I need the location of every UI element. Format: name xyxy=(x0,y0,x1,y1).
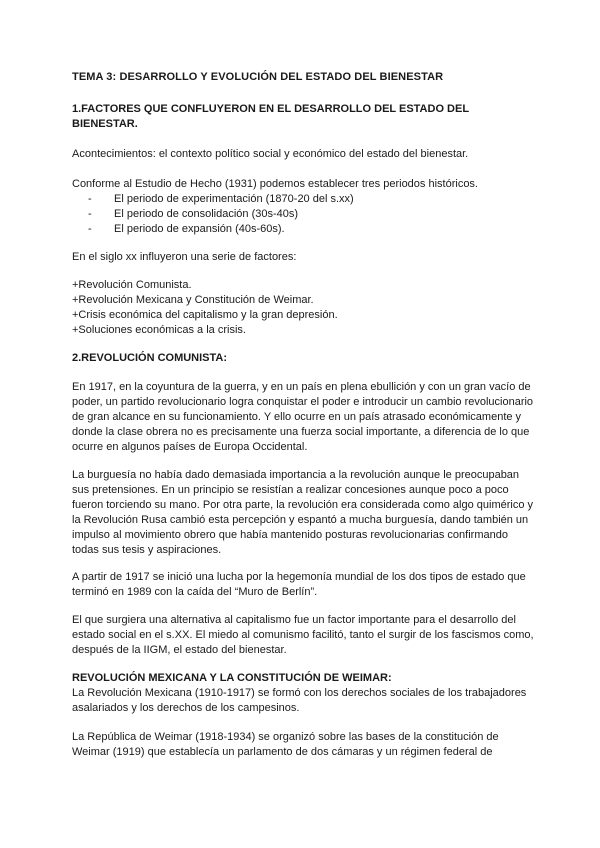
list-item: - El periodo de experimentación (1870-20 del s.xx) xyxy=(88,192,534,207)
list-item: +Revolución Comunista. xyxy=(72,279,192,291)
factors-intro: En el siglo xx influyeron una serie de factores: xyxy=(72,251,297,263)
list-item: - El periodo de consolidación (30s-40s) xyxy=(88,207,534,222)
section3-paragraph-1: La Revolución Mexicana (1910-1917) se formó con los derechos sociales de los trabajadores asalariados y los derechos de los campesinos. xyxy=(72,687,527,714)
list-item: +Revolución Mexicana y Constitución de Weimar. xyxy=(72,294,314,306)
list-item: +Soluciones económicas a la crisis. xyxy=(72,324,246,336)
document-title: TEMA 3: DESARROLLO Y EVOLUCIÓN DEL ESTADO DEL BIENESTAR xyxy=(72,71,444,83)
factors-list xyxy=(72,278,534,338)
periods-intro: Conforme al Estudio de Hecho (1931) podemos establecer tres periodos históricos. xyxy=(72,178,478,190)
section3-heading: REVOLUCIÓN MEXICANA Y LA CONSTITUCIÓN DE WEIMAR: xyxy=(72,672,392,684)
list-item: - El periodo de expansión (40s-60s). xyxy=(88,222,534,237)
section2-paragraph-2: La burguesía no había dado demasiada importancia a la revolución aunque le preocupaban sus pretensiones. En un principio se resistían a realizar concesiones aunque poco a poco fueron torciendo su mano. Por otra parte, la revolución era considerada como algo quimérico y la Revolución Rusa cambió esta percepción y espantó a mucha burguesía, dando también un impulso al movimiento obrero que había mantenido posturas revolucionarias confirmando todas sus tesis y aspiraciones. xyxy=(72,469,534,556)
section3-paragraph-2: La República de Weimar (1918-1934) se organizó sobre las bases de la constitución de Weimar (1919) que establecía un parlamento de dos cámaras y un régimen federal de xyxy=(72,731,499,758)
section1-periods xyxy=(72,177,534,237)
section1-events: Acontecimientos: el contexto político social y económico del estado del bienestar. xyxy=(72,148,469,160)
section1-heading: 1.FACTORES QUE CONFLUYERON EN EL DESARROLLO DEL ESTADO DEL BIENESTAR. xyxy=(72,103,469,130)
section2-paragraph-3: A partir de 1917 se inició una lucha por la hegemonía mundial de los dos tipos de estado que terminó en 1989 con la caída del “Muro de Berlín”. xyxy=(72,571,526,598)
section2-paragraph-4: El que surgiera una alternativa al capitalismo fue un factor importante para el desarrollo del estado social en el s.XX. El miedo al comunismo facilitó, tanto el surgir de los fascismos como, después de la IIGM, el estado del bienestar. xyxy=(72,614,534,656)
section2-heading: 2.REVOLUCIÓN COMUNISTA: xyxy=(72,352,228,364)
periods-list xyxy=(72,192,534,237)
list-item: +Crisis económica del capitalismo y la gran depresión. xyxy=(72,309,338,321)
section2-paragraph-1: En 1917, en la coyuntura de la guerra, y en un país en plena ebullición y con un gran vacío de poder, un partido revolucionario logra conquistar el poder e introducir un cambio revolucionario de gran alcance en su funcionamiento. Y ello ocurre en un país atrasado económicamente y donde la clase obrera no es precisamente una fuerza social importante, a diferencia de lo que ocurre en algunos países de Europa Occidental. xyxy=(72,381,534,453)
